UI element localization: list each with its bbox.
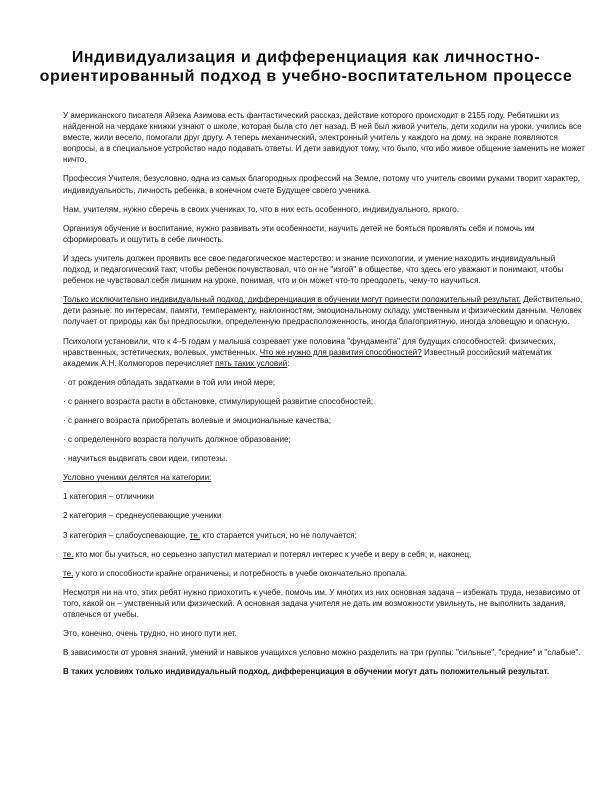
paragraph-azimov: У американского писателя Айзека Азимова есть фантастический рассказ, действие которого происходит в 2155 году. Ребятишки из найденной на чердаке книжки узнают о школе, которая была сто лет назад. В ней был живой учитель, дети ходили на уроки, учились все вместе, жили весело, помогали друг другу. А теперь механический, электронный учитель у каждого на дому, на экране появляются вопросы, а в специальное устройство надо подавать ответы. И дети завидуют тому, что было, что ибо живое общение заменить не может ничто. (63, 111, 585, 165)
paragraph-psychologists (63, 336, 585, 369)
category-underlined: те, (63, 568, 74, 578)
category-text: кто мог бы учиться, но серьезно запустил материал и потерял интерес к учебе и веру в себя; и, наконец, (73, 549, 472, 559)
category-underlined: те. (189, 530, 201, 540)
paragraph-text: Действительно, дети разные: по интересам, памяти, темпераменту, наклонностям, эмоциональному складу, умственным и физическим данным. Человек получает от природы как бы предпосылки, определенную предрасположенность, иногда благоприятную, иногда зловещую и опасную. (63, 295, 583, 327)
paragraph-motivation: Несмотря ни на что, этих ребят нужно приохотить к учебе, помочь им. У многих из них основная задача – избежать труда, независимо от того, какой он – умственный или физический. А основная задача учителя не дать им возможности увильнуть, не выполнить задания, отвлечься от учебы. (63, 587, 581, 619)
condition-item: · научиться выдвигать свои идеи, гипотезы. (63, 454, 228, 464)
paragraph-text: Психологи установили, что к 4–5 годам у малыша созревает уже половина "фундамента" для будущих способностей: физических, нравственных, эстетических, волевых, умственных. (63, 336, 556, 357)
underlined-statement: Только исключительно индивидуальный подход, дифференциация в обучении могут принести положительный результат. (63, 295, 521, 305)
paragraph-difficult: Это, конечно, очень трудно, но иного пути нет. (63, 629, 237, 639)
underlined-conditions: пять таких условий (215, 358, 288, 368)
paragraph-text: : (287, 358, 290, 368)
condition-item: · от рождения обладать задатками в той или иной мере; (63, 377, 276, 387)
paragraph-organize: Организуя обучение и воспитание, нужно развивать эти особенности, научить детей не бояться проявлять себя и помочь им сформировать и ощутить в себе личность. (63, 223, 535, 244)
underlined-question: Что же нужно для развития способностей? (259, 347, 422, 357)
category-item (63, 549, 585, 560)
category-item (63, 568, 585, 579)
paragraph-mastery: И здесь учитель должен проявить все свое педагогическое мастерство: и знание психологии, и умение находить индивидуальный подход, и педагогический такт, чтобы ребенок почувствовал, что он не "изгой" в обществе, что здесь его уважают и понимают, чтобы ребенок не чувствовал себя лишним на уроке, понимая, что и он может что-то преодолеть, чему-то научиться. (63, 253, 564, 286)
paragraph-groups: В зависимости от уровня знаний, умений и навыков учащихся условно можно разделить на три группы: "сильные", "средние" и "слабые". (63, 648, 581, 658)
condition-item: · с раннего возраста приобретать волевые и эмоциональные качества; (63, 415, 332, 425)
page-title: Индивидуализация и дифференциация как личностно-ориентированный подход в учебно-воспитательном процессе (39, 49, 573, 85)
condition-item: · с раннего возраста расти в обстановке, стимулирующей развитие способностей; (63, 396, 374, 406)
paragraph-profession: Профессия Учителя, безусловно, одна из самых благородных профессий на Земле, потому что учитель своими руками творит характер, индивидуальность, личность ребенка, в конечном счете Будущее своего ученика. (63, 174, 580, 195)
category-underlined: те. (63, 549, 74, 559)
condition-item: · с определенного возраста получить должное образование; (63, 435, 291, 445)
paragraph-text: Известный российский математик академик А.Н. Колмогоров перечисляет (63, 347, 552, 368)
category-item: 1 категория – отличники (63, 492, 154, 502)
paragraph-conclusion: В таких условиях только индивидуальный подход, дифференциация в обучении могут дать положительный результат. (63, 667, 550, 677)
document-body (63, 110, 585, 685)
category-item: 2 категория – среднеуспевающие ученики (63, 511, 222, 521)
category-item (63, 530, 585, 541)
category-text: 3 категория – слабоуспевающие, (63, 530, 190, 540)
paragraph-individual-approach (63, 294, 585, 327)
categories-heading: Условно ученики делятся на категории: (63, 473, 212, 483)
category-text: у кого и способности крайне ограничены, и потребность в учебе окончательно пропала. (73, 568, 408, 578)
category-text: кто старается учиться, но не получается; (200, 530, 357, 540)
paragraph-preserve: Нам, учителям, нужно сберечь в своих учениках то, что в них есть особенного, индивидуального, яркого. (63, 204, 459, 214)
